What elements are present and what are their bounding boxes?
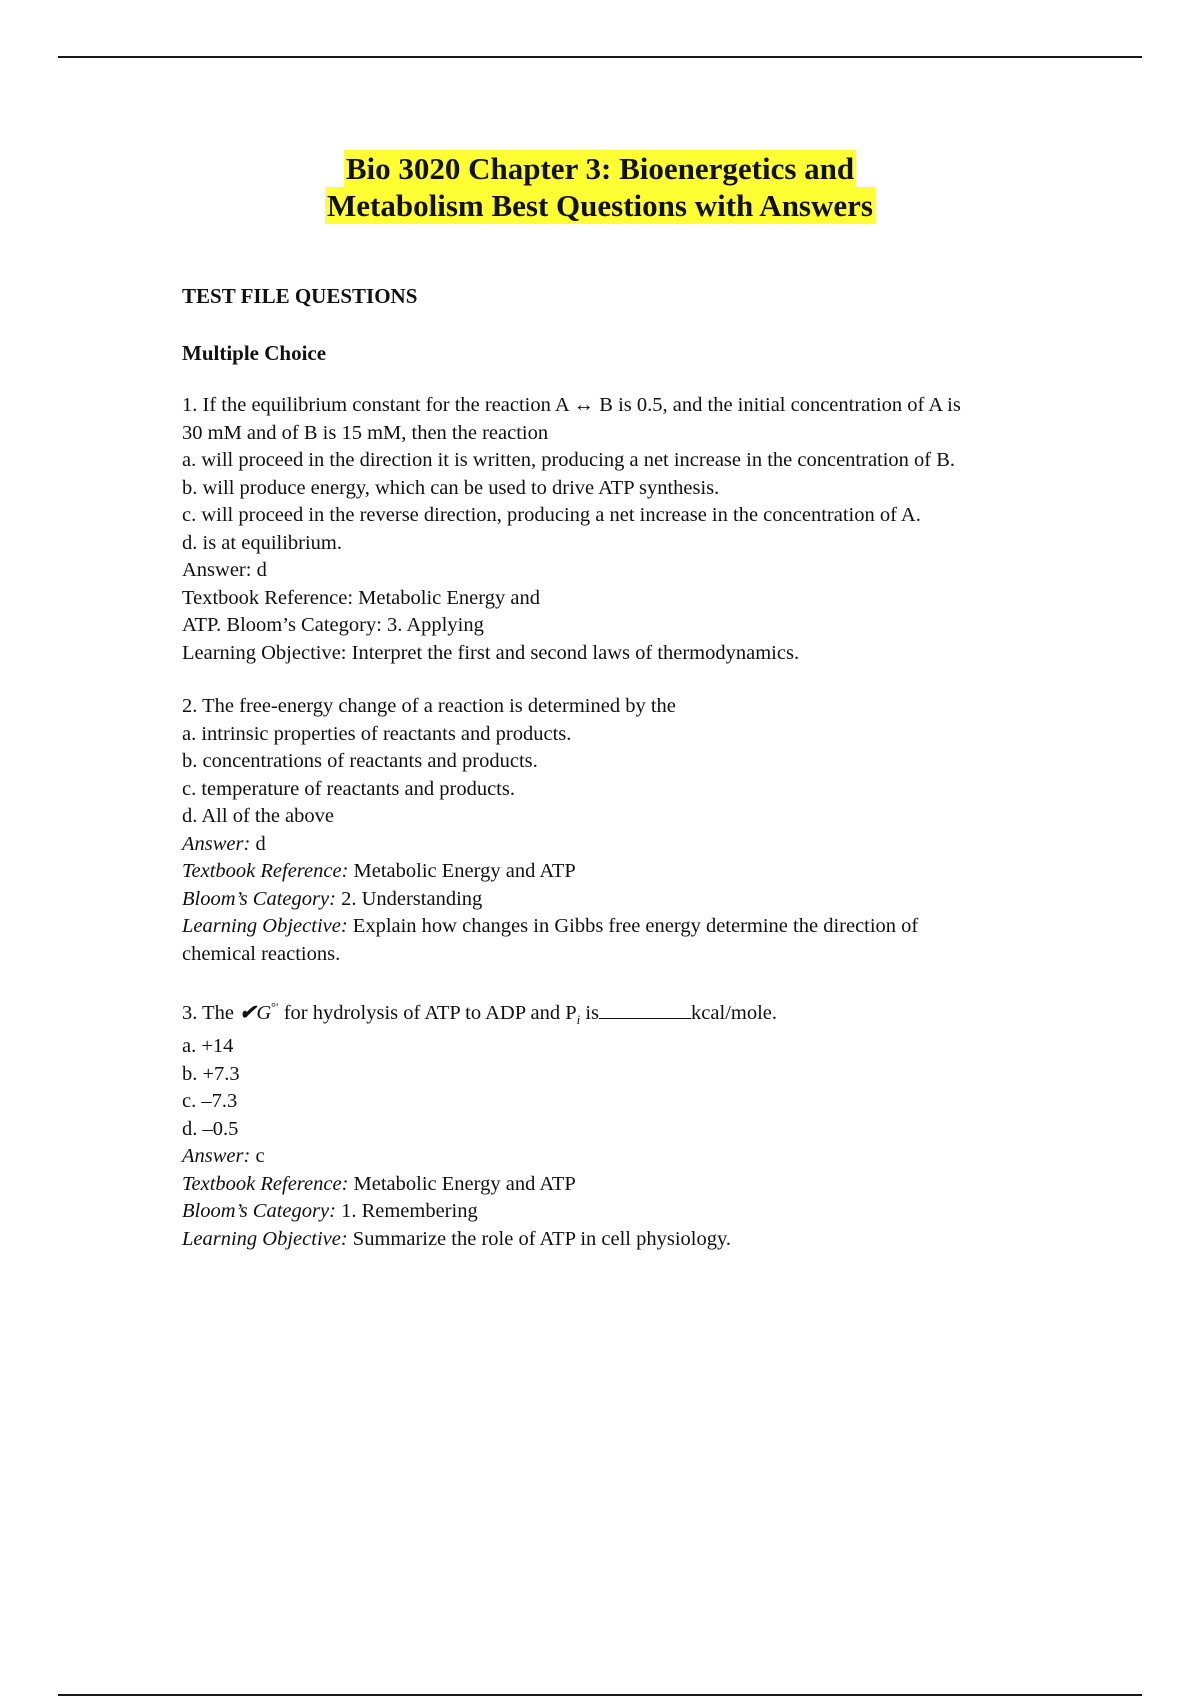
answer-key: Answer: d — [182, 559, 267, 581]
answer-option: b. +7.3 — [182, 1062, 240, 1085]
answer-option: b. concentrations of reactants and products. — [182, 750, 538, 772]
answer-option: a. intrinsic properties of reactants and products. — [182, 722, 572, 745]
answer-key — [182, 1143, 1062, 1171]
bloom-category-value: 2. Understanding — [335, 887, 483, 910]
answer-option: a. will proceed in the direction it is written, producing a net increase in the concentration of B. — [182, 449, 956, 471]
learning-objective-label: Learning Objective: — [182, 1227, 348, 1250]
answer-option: d. All of the above — [182, 805, 335, 827]
question-1 — [182, 392, 1062, 667]
textbook-reference-label: Textbook Reference: — [182, 860, 349, 882]
stem-is: is — [580, 1001, 600, 1024]
answer-value: c — [250, 1145, 265, 1168]
phosphate-subscript: i — [576, 1011, 581, 1027]
section-heading: TEST FILE QUESTIONS — [182, 284, 418, 308]
learning-objective-value: Explain how changes in Gibbs free energy determine the direction of — [347, 915, 919, 937]
answer-option: c. temperature of reactants and products. — [182, 777, 515, 800]
question-3 — [182, 994, 1062, 1253]
answer-option: d. –0.5 — [182, 1117, 239, 1140]
answer-option: c. will proceed in the reverse direction, producing a net increase in the concentration of A. — [182, 504, 921, 526]
question-stem: 2. The free-energy change of a reaction is determined by the — [182, 695, 676, 717]
answer-option: b. will produce energy, which can be used to drive ATP synthesis. — [182, 476, 720, 499]
title-line-2: Metabolism Best Questions with Answers — [327, 188, 873, 223]
bloom-category — [182, 1198, 1062, 1226]
top-rule — [58, 56, 1142, 58]
textbook-reference — [182, 858, 1062, 886]
stem-suffix: kcal/mole. — [691, 1001, 778, 1024]
learning-objective-value: Summarize the role of ATP in cell physiology. — [347, 1227, 732, 1250]
answer-option: c. –7.3 — [182, 1090, 238, 1113]
textbook-reference: Textbook Reference: Metabolic Energy and — [182, 586, 540, 609]
textbook-reference-label: Textbook Reference: — [182, 1172, 349, 1195]
answer-label: Answer: — [182, 832, 251, 855]
textbook-reference — [182, 1171, 1062, 1199]
bloom-category-label: Bloom’s Category: — [182, 887, 336, 910]
textbook-reference-value: Metabolic Energy and ATP — [348, 1172, 576, 1195]
question-stem: 1. If the equilibrium constant for the reaction A ↔ B is 0.5, and the initial concentration of A is — [182, 394, 961, 416]
textbook-reference-value: Metabolic Energy and ATP — [348, 860, 576, 882]
answer-label: Answer: — [182, 1145, 251, 1168]
standard-state-superscript: °′ — [271, 1000, 279, 1014]
gibbs-g: G — [256, 1001, 272, 1024]
bloom-category-label: Bloom’s Category: — [182, 1200, 336, 1223]
question-2 — [182, 693, 1062, 968]
stem-prefix: 3. The — [182, 1001, 240, 1024]
learning-objective — [182, 1226, 1062, 1254]
answer-option: d. is at equilibrium. — [182, 531, 342, 554]
textbook-reference: ATP. Bloom’s Category: 3. Applying — [182, 614, 484, 636]
learning-objective: Learning Objective: Interpret the first and second laws of thermodynamics. — [182, 641, 800, 664]
title-line-1: Bio 3020 Chapter 3: Bioenergetics and — [345, 151, 855, 186]
learning-objective — [182, 913, 1062, 941]
document-title — [0, 150, 1200, 224]
answer-key — [182, 831, 1062, 859]
fill-in-blank — [599, 1000, 691, 1019]
question-stem: 30 mM and of B is 15 mM, then the reaction — [182, 421, 549, 444]
answer-value: d — [250, 832, 266, 855]
question-stem — [182, 994, 1062, 1033]
stem-middle: for hydrolysis of ATP to ADP and P — [278, 1001, 577, 1024]
bloom-category — [182, 886, 1062, 914]
learning-objective-label: Learning Objective: — [182, 915, 348, 937]
subsection-heading: Multiple Choice — [182, 341, 327, 365]
learning-objective-continued: chemical reactions. — [182, 942, 341, 965]
bloom-category-value: 1. Remembering — [335, 1200, 478, 1223]
bottom-rule — [58, 1694, 1142, 1696]
answer-option: a. +14 — [182, 1035, 234, 1058]
delta-symbol: ✔ — [239, 1001, 257, 1024]
document-body — [182, 282, 1062, 1279]
